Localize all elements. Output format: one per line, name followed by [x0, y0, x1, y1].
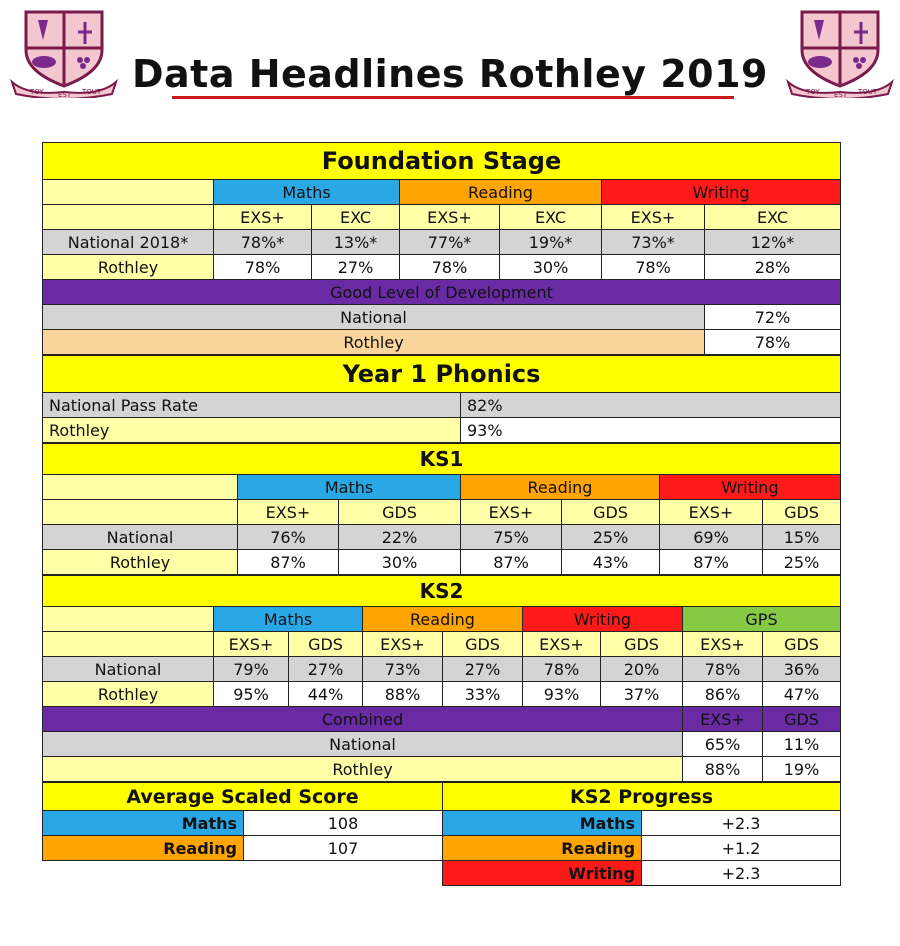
- blank-cell: [43, 500, 238, 525]
- subject-gps: GPS: [683, 607, 841, 632]
- value-cell: 107: [244, 836, 443, 861]
- table-row: [43, 861, 841, 886]
- measure-header: EXS+: [523, 632, 601, 657]
- value-cell: 69%: [660, 525, 763, 550]
- subject-reading: Reading: [363, 607, 523, 632]
- value-cell: 27%: [312, 255, 400, 280]
- combined-measure-header: EXS+: [683, 707, 763, 732]
- value-cell: 95%: [214, 682, 289, 707]
- value-cell: 27%: [443, 657, 523, 682]
- row-label: Writing: [443, 861, 642, 886]
- measure-header: GDS: [562, 500, 660, 525]
- measure-header: EXS+: [400, 205, 500, 230]
- table-row: [43, 836, 841, 861]
- row-label: National 2018*: [43, 230, 214, 255]
- value-cell: 78%: [705, 330, 841, 355]
- measure-header: GDS: [601, 632, 683, 657]
- value-cell: 25%: [763, 550, 841, 575]
- value-cell: 27%: [289, 657, 363, 682]
- value-cell: 87%: [461, 550, 562, 575]
- blank-cell: [43, 632, 214, 657]
- phonics-table: [42, 355, 841, 443]
- measure-header: EXS+: [683, 632, 763, 657]
- measure-header: GDS: [763, 500, 841, 525]
- blank-cell: [43, 205, 214, 230]
- blank-cell: [43, 475, 238, 500]
- row-label: Rothley: [43, 757, 683, 782]
- title-underline: [172, 96, 734, 99]
- row-label: Maths: [443, 811, 642, 836]
- value-cell: 78%*: [214, 230, 312, 255]
- table-row: [43, 330, 841, 355]
- crest-motto-1: TOY: [806, 88, 820, 96]
- value-cell: 78%: [523, 657, 601, 682]
- ks2-table: [42, 575, 841, 782]
- measure-header: EXS+: [461, 500, 562, 525]
- value-cell: 87%: [660, 550, 763, 575]
- phonics-heading: Year 1 Phonics: [43, 356, 841, 393]
- blank-cell: [43, 607, 214, 632]
- measure-header: EXS+: [363, 632, 443, 657]
- subject-writing: Writing: [523, 607, 683, 632]
- blank-cell: [43, 861, 443, 886]
- value-cell: 78%: [683, 657, 763, 682]
- crest-motto-3: TOUT: [858, 88, 878, 96]
- value-cell: 30%: [339, 550, 461, 575]
- value-cell: 108: [244, 811, 443, 836]
- value-cell: 86%: [683, 682, 763, 707]
- table-row: [43, 550, 841, 575]
- value-cell: 22%: [339, 525, 461, 550]
- ks1-table: [42, 443, 841, 575]
- table-row: [43, 305, 841, 330]
- value-cell: 20%: [601, 657, 683, 682]
- table-row: [43, 230, 841, 255]
- subject-reading: Reading: [461, 475, 660, 500]
- blank-cell: [43, 180, 214, 205]
- measure-header: GDS: [289, 632, 363, 657]
- value-cell: 77%*: [400, 230, 500, 255]
- row-label: Reading: [443, 836, 642, 861]
- value-cell: 93%: [461, 418, 841, 443]
- value-cell: 12%*: [705, 230, 841, 255]
- row-label: National Pass Rate: [43, 393, 461, 418]
- combined-heading: Combined: [43, 707, 683, 732]
- value-cell: 78%: [602, 255, 705, 280]
- measure-header: EXS+: [602, 205, 705, 230]
- value-cell: +1.2: [642, 836, 841, 861]
- value-cell: 25%: [562, 525, 660, 550]
- value-cell: 88%: [363, 682, 443, 707]
- value-cell: 78%: [400, 255, 500, 280]
- table-row: [43, 732, 841, 757]
- measure-header: EXS+: [660, 500, 763, 525]
- ks2-heading: KS2: [43, 576, 841, 607]
- table-row: [43, 811, 841, 836]
- subject-maths: Maths: [238, 475, 461, 500]
- measure-header: EXS+: [238, 500, 339, 525]
- value-cell: 11%: [763, 732, 841, 757]
- scaled-score-progress-table: [42, 782, 841, 886]
- value-cell: +2.3: [642, 811, 841, 836]
- row-label: Rothley: [43, 418, 461, 443]
- value-cell: 15%: [763, 525, 841, 550]
- value-cell: 36%: [763, 657, 841, 682]
- value-cell: 44%: [289, 682, 363, 707]
- value-cell: 82%: [461, 393, 841, 418]
- subject-writing: Writing: [602, 180, 841, 205]
- ks2-progress-heading: KS2 Progress: [443, 783, 841, 811]
- gld-heading: Good Level of Development: [43, 280, 841, 305]
- value-cell: 78%: [214, 255, 312, 280]
- row-label: National: [43, 525, 238, 550]
- combined-measure-header: GDS: [763, 707, 841, 732]
- value-cell: 76%: [238, 525, 339, 550]
- table-row: [43, 657, 841, 682]
- measure-header: EXS+: [214, 632, 289, 657]
- value-cell: 73%: [363, 657, 443, 682]
- table-row: [43, 393, 841, 418]
- value-cell: +2.3: [642, 861, 841, 886]
- row-label: National: [43, 657, 214, 682]
- value-cell: 88%: [683, 757, 763, 782]
- row-label: Rothley: [43, 255, 214, 280]
- row-label: Rothley: [43, 550, 238, 575]
- subject-maths: Maths: [214, 607, 363, 632]
- subject-maths: Maths: [214, 180, 400, 205]
- data-sheet: [42, 142, 840, 886]
- page-title: Data Headlines Rothley 2019: [131, 52, 768, 96]
- measure-header: EXC: [312, 205, 400, 230]
- table-row: [43, 255, 841, 280]
- table-row: [43, 525, 841, 550]
- foundation-stage-table: [42, 142, 841, 355]
- value-cell: 73%*: [602, 230, 705, 255]
- measure-header: EXC: [500, 205, 602, 230]
- value-cell: 19%*: [500, 230, 602, 255]
- ks1-heading: KS1: [43, 444, 841, 475]
- measure-header: EXS+: [214, 205, 312, 230]
- measure-header: GDS: [763, 632, 841, 657]
- measure-header: EXC: [705, 205, 841, 230]
- row-label: National: [43, 305, 705, 330]
- row-label: Maths: [43, 811, 244, 836]
- row-label: Rothley: [43, 682, 214, 707]
- crest-motto-2: EST: [58, 91, 72, 98]
- table-row: [43, 418, 841, 443]
- value-cell: 75%: [461, 525, 562, 550]
- value-cell: 65%: [683, 732, 763, 757]
- value-cell: 19%: [763, 757, 841, 782]
- value-cell: 30%: [500, 255, 602, 280]
- value-cell: 93%: [523, 682, 601, 707]
- measure-header: GDS: [443, 632, 523, 657]
- subject-reading: Reading: [400, 180, 602, 205]
- value-cell: 33%: [443, 682, 523, 707]
- row-label: Reading: [43, 836, 244, 861]
- row-label: Rothley: [43, 330, 705, 355]
- value-cell: 47%: [763, 682, 841, 707]
- value-cell: 72%: [705, 305, 841, 330]
- value-cell: 79%: [214, 657, 289, 682]
- value-cell: 28%: [705, 255, 841, 280]
- crest-motto-2: EST: [834, 91, 848, 98]
- crest-motto-1: TOY: [30, 88, 44, 96]
- row-label: National: [43, 732, 683, 757]
- value-cell: 87%: [238, 550, 339, 575]
- measure-header: GDS: [339, 500, 461, 525]
- value-cell: 43%: [562, 550, 660, 575]
- subject-writing: Writing: [660, 475, 841, 500]
- table-row: [43, 757, 841, 782]
- value-cell: 13%*: [312, 230, 400, 255]
- foundation-heading: Foundation Stage: [43, 143, 841, 180]
- value-cell: 37%: [601, 682, 683, 707]
- crest-motto-3: TOUT: [82, 88, 102, 96]
- table-row: [43, 682, 841, 707]
- scaled-score-heading: Average Scaled Score: [43, 783, 443, 811]
